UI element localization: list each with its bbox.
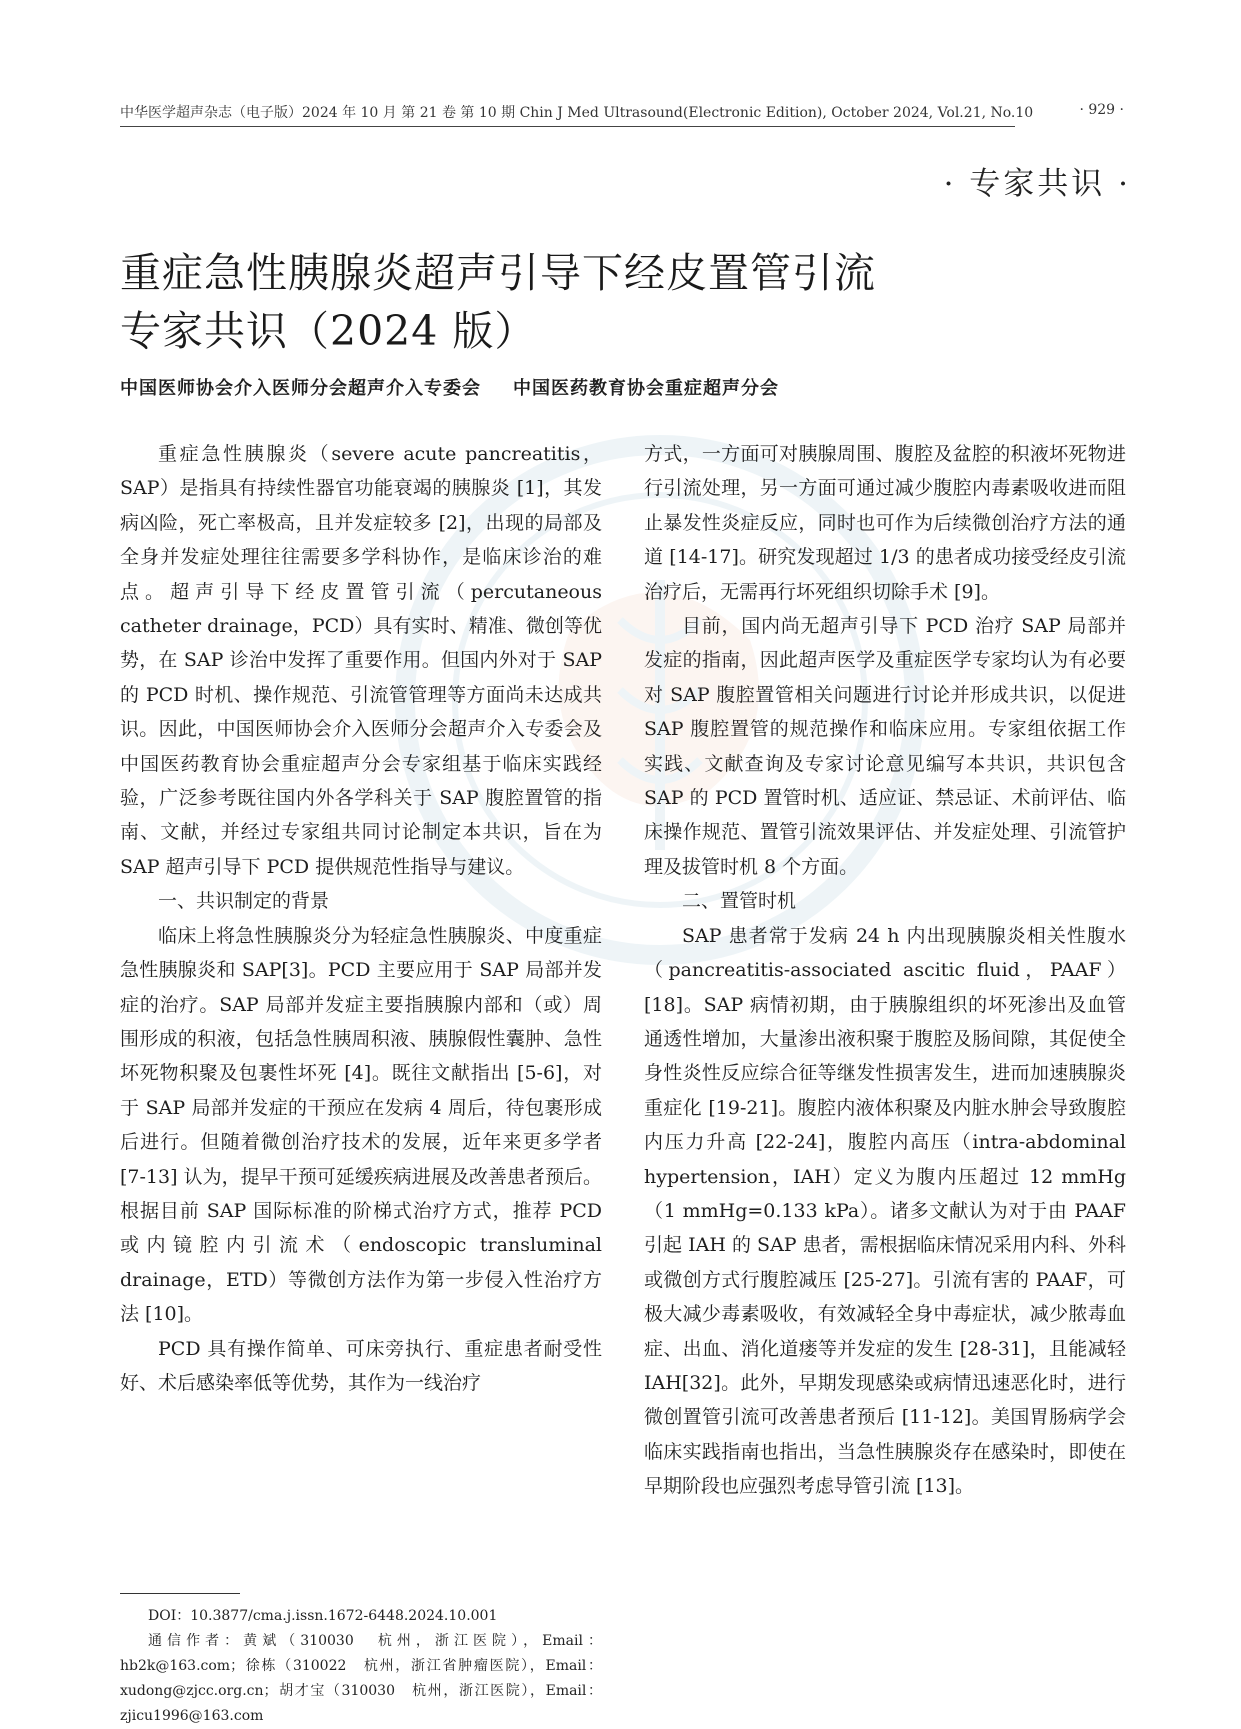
corresponding-authors: 通信作者：黄斌（310030 杭州，浙江医院），Email：hb2k@163.com；徐栋（310022 杭州，浙江省肿瘤医院），Email：xudong@zjcc.org.cn；胡才宝（310030 杭州，浙江医院），Email：zjicu1996@163.com [120, 1633, 602, 1724]
article-title-line1: 重症急性胰腺炎超声引导下经皮置管引流 [120, 249, 876, 297]
intro-paragraph: 重症急性胰腺炎（severe acute pancreatitis，SAP）是指具有持续性器官功能衰竭的胰腺炎 [1]，其发病凶险，死亡率极高，且并发症较多 [2]，出现的局部及全身并发症处理往往需要多学科协作，是临床诊治的难点。超声引导下经皮置管引流（percutaneous catheter drainage，PCD）具有实时、精准、微创等优势，在 SAP 诊治中发挥了重要作用。但国内外对于 SAP 的 PCD 时机、操作规范、引流管管理等方面尚未达成共识。因此，中国医师协会介入医师分会超声介入专委会及中国医药教育协会重症超声分会专家组基于临床实践经验，广泛参考既往国内外各学科关于 SAP 腹腔置管的指南、文献，并经过专家组共同讨论制定本共识，旨在为 SAP 超声引导下 PCD 提供规范性指导与建议。 [120, 443, 602, 878]
section-heading-1: 一、共识制定的背景 [158, 890, 330, 913]
footnote-divider [120, 1593, 240, 1594]
author-org-2: 中国医药教育协会重症超声分会 [513, 378, 779, 399]
section-heading-2: 二、置管时机 [682, 890, 797, 913]
author-organizations [120, 374, 779, 400]
author-org-1: 中国医师协会介入医师分会超声介入专委会 [120, 378, 481, 399]
timing-paragraph: SAP 患者常于发病 24 h 内出现胰腺炎相关性腹水（pancreatitis-associated ascitic fluid，PAAF）[18]。SAP 病情初期，由于胰腺组织的坏死渗出及血管通透性增加，大量渗出液积聚于腹腔及肠间隙，其促使全身性炎性反应综合征等继发性损害发生，进而加速胰腺炎重症化 [19-21]。腹腔内液体积聚及内脏水肿会导致腹腔内压力升高 [22-24]，腹腔内高压（intra-abdominal hypertension，IAH）定义为腹内压超过 12 mmHg（1 mmHg=0.133 kPa）。诸多文献认为对于由 PAAF 引起 IAH 的 SAP 患者，需根据临床情况采用内科、外科或微创方式行腹腔减压 [25-27]。引流有害的 PAAF，可极大减少毒素吸收，有效减轻全身中毒症状，减少脓毒血症、出血、消化道瘘等并发症的发生 [28-31]，且能减轻 IAH[32]。此外，早期发现感染或病情迅速恶化时，进行微创置管引流可改善患者预后 [11-12]。美国胃肠病学会临床实践指南也指出，当急性胰腺炎存在感染时，即使在早期阶段也应强烈考虑导管引流 [13]。 [644, 924, 1126, 1498]
section-tag: · 专家共识 · [943, 166, 1131, 202]
article-title [120, 244, 876, 360]
background-paragraph: 临床上将急性胰腺炎分为轻症急性胰腺炎、中度重症急性胰腺炎和 SAP[3]。PCD 主要应用于 SAP 局部并发症的治疗。SAP 局部并发症主要指胰腺内部和（或）周围形成的积液，包括急性胰周积液、胰腺假性囊肿、急性坏死物积聚及包裹性坏死 [4]。既往文献指出 [5-6]，对于 SAP 局部并发症的干预应在发病 4 周后，待包裹形成后进行。但随着微创治疗技术的发展，近年来更多学者 [7-13] 认为，提早干预可延缓疾病进展及改善患者预后。根据目前 SAP 国际标准的阶梯式治疗方式，推荐 PCD 或内镜腔内引流术（endoscopic transluminal drainage，ETD）等微创方法作为第一步侵入性治疗方法 [10]。 [120, 924, 602, 1326]
page-number: · 929 · [1079, 102, 1124, 118]
doi-text: DOI：10.3877/cma.j.issn.1672-6448.2024.10.001 [148, 1608, 498, 1624]
running-header [120, 96, 1124, 130]
pcd-continued-paragraph: 方式，一方面可对胰腺周围、腹腔及盆腔的积液坏死物进行引流处理，另一方面可通过减少腹腔内毒素吸收进而阻止暴发性炎症反应，同时也可作为后续微创治疗方法的通道 [14-17]。研究发现超过 1/3 的患者成功接受经皮引流治疗后，无需再行坏死组织切除手术 [9]。 [644, 443, 1126, 603]
left-column [120, 437, 602, 1400]
footnote [120, 1604, 602, 1729]
consensus-scope-paragraph: 目前，国内尚无超声引导下 PCD 治疗 SAP 局部并发症的指南，因此超声医学及重症医学专家均认为有必要对 SAP 腹腔置管相关问题进行讨论并形成共识，以促进 SAP 腹腔置管的规范操作和临床应用。专家组依据工作实践、文献查询及专家讨论意见编写本共识，共识包含 SAP 的 PCD 置管时机、适应证、禁忌证、术前评估、临床操作规范、置管引流效果评估、并发症处理、引流管护理及拔管时机 8 个方面。 [644, 615, 1126, 878]
right-column [644, 437, 1126, 1504]
article-title-line2: 专家共识（2024 版） [120, 307, 537, 355]
pcd-advantages-paragraph: PCD 具有操作简单、可床旁执行、重症患者耐受性好、术后感染率低等优势，其作为一线治疗 [120, 1337, 602, 1394]
header-divider [120, 126, 1015, 127]
journal-citation: 中华医学超声杂志（电子版）2024 年 10 月 第 21 卷 第 10 期 Chin J Med Ultrasound(Electronic Edition), October 2024, Vol.21, No.10 [120, 105, 1034, 121]
